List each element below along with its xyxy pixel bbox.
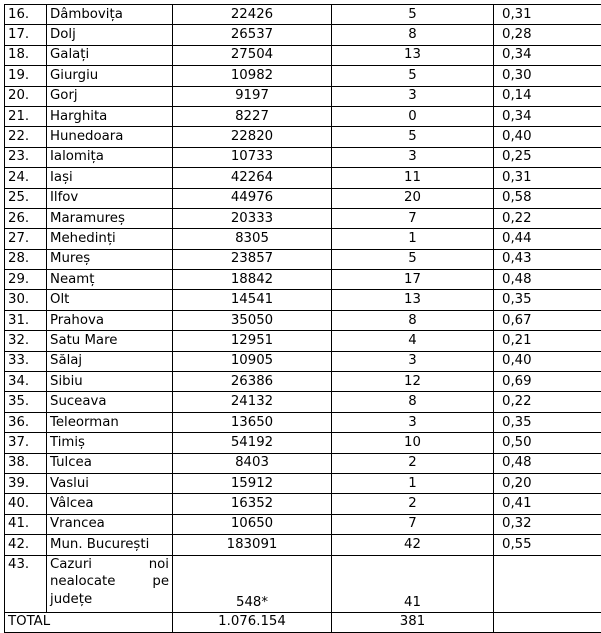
county-name: Maramureș [47,208,173,228]
county-name: Gorj [47,86,173,106]
county-name: Hunedoara [47,127,173,147]
cases-cell: 5 [332,249,494,269]
table-row [5,412,601,432]
population-cell: 12951 [173,331,332,351]
rate-cell: 0,22 [494,392,601,412]
rate-cell: 0,58 [494,188,601,208]
cases-cell: 8 [332,392,494,412]
population-cell: 10733 [173,147,332,167]
total-rate [494,612,601,632]
county-name: Teleorman [47,412,173,432]
rate-cell: 0,35 [494,290,601,310]
rate-cell: 0,28 [494,25,601,45]
total-cases: 381 [332,612,494,632]
county-name: Olt [47,290,173,310]
row-number: 19. [5,66,47,86]
rate-cell: 0,34 [494,45,601,65]
cases-cell: 13 [332,290,494,310]
cases-cell: 5 [332,66,494,86]
table-row [5,473,601,493]
population-cell: 8305 [173,229,332,249]
population-cell: 35050 [173,310,332,330]
table-row [5,5,601,25]
population-cell: 8403 [173,453,332,473]
population-cell: 23857 [173,249,332,269]
cases-cell: 7 [332,514,494,534]
population-cell: 42264 [173,168,332,188]
cases-cell: 5 [332,127,494,147]
cases-cell: 20 [332,188,494,208]
row-number: 32. [5,331,47,351]
cases-cell: 17 [332,270,494,290]
rate-cell: 0,21 [494,331,601,351]
row-number: 27. [5,229,47,249]
row-number: 16. [5,5,47,25]
rate-cell: 0,43 [494,249,601,269]
cases-cell: 42 [332,535,494,555]
row-number: 31. [5,310,47,330]
cases-cell: 2 [332,494,494,514]
county-name: Ilfov [47,188,173,208]
county-name: Giurgiu [47,66,173,86]
rate-cell: 0,34 [494,106,601,126]
cases-cell: 3 [332,147,494,167]
population-cell: 20333 [173,208,332,228]
table-row [5,351,601,371]
population-cell: 183091 [173,535,332,555]
label-line-3: județe [50,591,169,609]
row-number: 43. [5,555,47,612]
population-cell: 548* [173,555,332,612]
row-number: 37. [5,433,47,453]
county-name: Dâmbovița [47,5,173,25]
county-name: Vrancea [47,514,173,534]
county-name: Prahova [47,310,173,330]
rate-cell: 0,41 [494,494,601,514]
row-number: 18. [5,45,47,65]
rate-cell: 0,55 [494,535,601,555]
cases-cell: 2 [332,453,494,473]
population-cell: 22820 [173,127,332,147]
row-number: 35. [5,392,47,412]
county-name: Vaslui [47,473,173,493]
county-name: Harghita [47,106,173,126]
county-name: Timiș [47,433,173,453]
cases-cell: 11 [332,168,494,188]
county-name: Sibiu [47,372,173,392]
table-row [5,106,601,126]
rate-cell: 0,50 [494,433,601,453]
population-cell: 8227 [173,106,332,126]
row-number: 29. [5,270,47,290]
population-cell: 10905 [173,351,332,371]
table-row [5,86,601,106]
table-row [5,535,601,555]
table-row [5,433,601,453]
population-cell: 10982 [173,66,332,86]
table-row [5,372,601,392]
table-row [5,147,601,167]
table-row [5,188,601,208]
rate-cell: 0,48 [494,453,601,473]
county-name: Vâlcea [47,494,173,514]
table-row [5,331,601,351]
county-name: Suceava [47,392,173,412]
county-name: Galați [47,45,173,65]
population-cell: 44976 [173,188,332,208]
row-number: 42. [5,535,47,555]
cases-cell: 13 [332,45,494,65]
rate-cell: 0,40 [494,127,601,147]
population-cell: 27504 [173,45,332,65]
label-line-2: nealocate pe [50,573,169,591]
rate-cell: 0,14 [494,86,601,106]
county-name: Tulcea [47,453,173,473]
row-number: 21. [5,106,47,126]
population-cell: 15912 [173,473,332,493]
rate-cell: 0,40 [494,351,601,371]
county-name: Mun. București [47,535,173,555]
row-number: 39. [5,473,47,493]
row-number: 26. [5,208,47,228]
total-population: 1.076.154 [173,612,332,632]
population-cell: 26386 [173,372,332,392]
row-number: 22. [5,127,47,147]
table-body [5,5,601,556]
table-row-total [5,612,601,632]
table-row [5,249,601,269]
rate-cell: 0,32 [494,514,601,534]
cases-cell: 12 [332,372,494,392]
cases-cell: 3 [332,86,494,106]
county-name: Satu Mare [47,331,173,351]
population-cell: 9197 [173,86,332,106]
row-number: 20. [5,86,47,106]
county-name: Neamț [47,270,173,290]
row-number: 36. [5,412,47,432]
row-number: 40. [5,494,47,514]
row-number: 25. [5,188,47,208]
rate-cell: 0,25 [494,147,601,167]
total-label: TOTAL [5,612,173,632]
row-number: 24. [5,168,47,188]
table-row [5,127,601,147]
table-row [5,310,601,330]
row-number: 34. [5,372,47,392]
cases-cell: 8 [332,25,494,45]
table-row [5,270,601,290]
table-row [5,66,601,86]
table-row [5,45,601,65]
county-name: Dolj [47,25,173,45]
cases-cell: 8 [332,310,494,330]
cases-cell: 4 [332,331,494,351]
cases-cell: 3 [332,351,494,371]
county-name: Ialomița [47,147,173,167]
row-number: 17. [5,25,47,45]
county-name: Sălaj [47,351,173,371]
cases-cell: 0 [332,106,494,126]
rate-cell: 0,30 [494,66,601,86]
rate-cell: 0,44 [494,229,601,249]
cases-cell: 1 [332,473,494,493]
population-cell: 10650 [173,514,332,534]
county-name: Iași [47,168,173,188]
cases-cell: 1 [332,229,494,249]
rate-cell [494,555,601,612]
population-cell: 18842 [173,270,332,290]
cases-cell: 41 [332,555,494,612]
row-number: 33. [5,351,47,371]
rate-cell: 0,67 [494,310,601,330]
rate-cell: 0,69 [494,372,601,392]
row-number: 30. [5,290,47,310]
rate-cell: 0,20 [494,473,601,493]
row-number: 28. [5,249,47,269]
row-number: 23. [5,147,47,167]
population-cell: 22426 [173,5,332,25]
population-cell: 54192 [173,433,332,453]
cases-cell: 7 [332,208,494,228]
population-cell: 24132 [173,392,332,412]
rate-cell: 0,31 [494,168,601,188]
table-row [5,290,601,310]
row-number: 38. [5,453,47,473]
table-row-unallocated [5,555,601,612]
county-name: Mureș [47,249,173,269]
population-cell: 14541 [173,290,332,310]
table-row [5,25,601,45]
table-row [5,453,601,473]
cases-cell: 5 [332,5,494,25]
population-cell: 16352 [173,494,332,514]
table-row [5,392,601,412]
rate-cell: 0,35 [494,412,601,432]
cases-cell: 10 [332,433,494,453]
county-cases-table [4,4,601,633]
row-label [47,555,173,612]
table-row [5,168,601,188]
population-cell: 26537 [173,25,332,45]
table-row [5,229,601,249]
table-row [5,514,601,534]
row-number: 41. [5,514,47,534]
rate-cell: 0,48 [494,270,601,290]
county-name: Mehedinți [47,229,173,249]
rate-cell: 0,31 [494,5,601,25]
label-line-1: Cazuri noi [50,556,169,574]
population-cell: 13650 [173,412,332,432]
rate-cell: 0,22 [494,208,601,228]
cases-cell: 3 [332,412,494,432]
table-row [5,208,601,228]
table-row [5,494,601,514]
